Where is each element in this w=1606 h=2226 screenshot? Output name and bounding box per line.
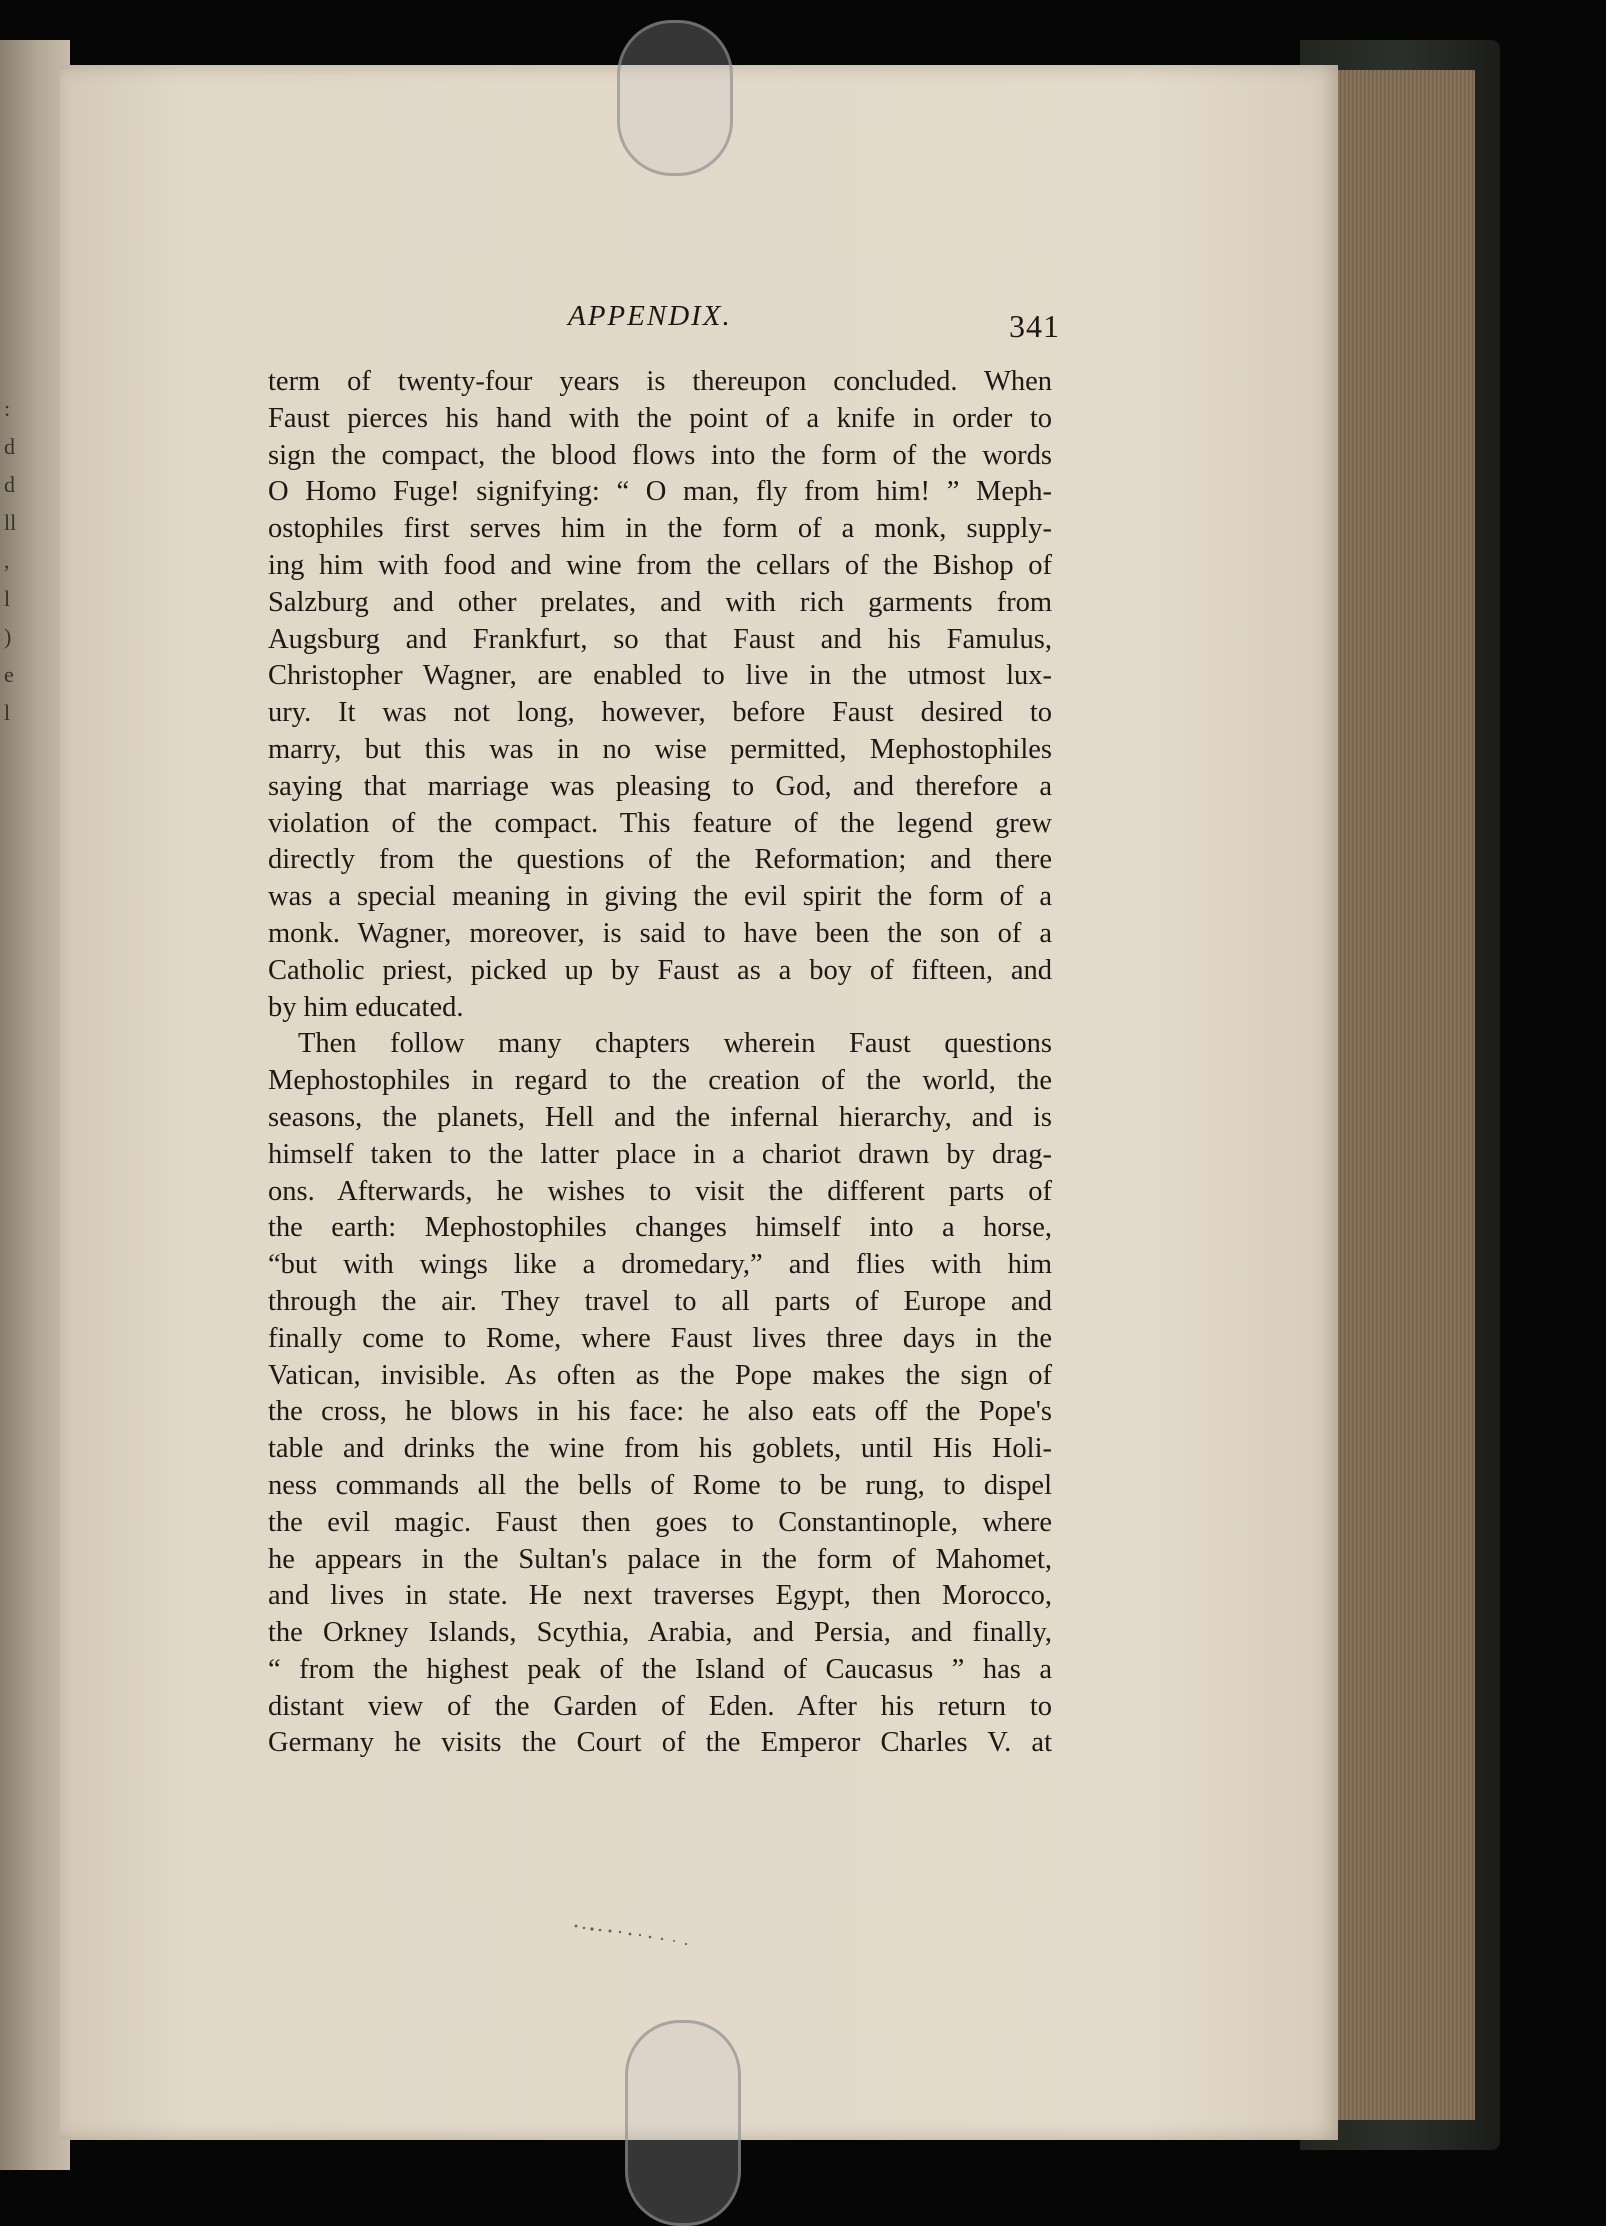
text-line: the Orkney Islands, Scythia, Arabia, and Persia, and finally, [268, 1617, 1052, 1649]
text-line: sign the compact, the blood flows into the form of the words [268, 439, 1052, 471]
text-line: he appears in the Sultan's palace in the form of Mahomet, [268, 1543, 1052, 1575]
text-line: marry, but this was in no wise permitted, Mephostophiles [268, 733, 1052, 765]
page-clip-bottom [625, 2020, 741, 2226]
page-number: 341 [1009, 308, 1060, 344]
text-line: finally come to Rome, where Faust lives three days in the [268, 1322, 1052, 1354]
text-line: Augsburg and Frankfurt, so that Faust and his Famulus, [268, 623, 1052, 655]
text-line: Then follow many chapters wherein Faust questions [298, 1028, 1052, 1060]
text-line: ons. Afterwards, he wishes to visit the different parts of [268, 1175, 1052, 1207]
ink-specks [570, 1920, 710, 1950]
page-block-edge [1325, 70, 1475, 2120]
body-text [268, 364, 1052, 1762]
text-line: Catholic priest, picked up by Faust as a boy of fifteen, and [268, 954, 1052, 986]
text-line: Salzburg and other prelates, and with rich garments from [268, 586, 1052, 618]
text-line: ury. It was not long, however, before Faust desired to [268, 697, 1052, 729]
text-line: was a special meaning in giving the evil spirit the form of a [268, 881, 1052, 913]
text-line: through the air. They travel to all parts of Europe and [268, 1285, 1052, 1317]
text-line: Christopher Wagner, are enabled to live in the utmost lux- [268, 660, 1052, 692]
running-head: APPENDIX. [568, 300, 732, 332]
text-line: Germany he visits the Court of the Emperor Charles V. at [268, 1727, 1052, 1759]
text-line: term of twenty-four years is thereupon concluded. When [268, 366, 1052, 397]
text-line: ness commands all the bells of Rome to be rung, to dispel [268, 1469, 1052, 1501]
text-line: ostophiles first serves him in the form of a monk, supply- [268, 513, 1052, 545]
text-line: “ from the highest peak of the Island of Caucasus ” has a [268, 1653, 1052, 1685]
text-line: violation of the compact. This feature of the legend grew [268, 807, 1052, 839]
text-line: and lives in state. He next traverses Egypt, then Morocco, [268, 1580, 1052, 1612]
text-line: saying that marriage was pleasing to God, and therefore a [268, 770, 1052, 802]
text-line: directly from the questions of the Reformation; and there [268, 844, 1052, 876]
text-line: ing him with food and wine from the cellars of the Bishop of [268, 549, 1052, 581]
text-line: by him educated. [268, 991, 464, 1023]
text-line: monk. Wagner, moreover, is said to have been the son of a [268, 917, 1052, 949]
text-line: the earth: Mephostophiles changes himself into a horse, [268, 1212, 1052, 1244]
page-clip-top [617, 20, 733, 176]
page-header [270, 300, 1070, 350]
gutter-text-fragments: : d d ll , l ) e l [4, 396, 17, 725]
text-line: the cross, he blows in his face: he also eats off the Pope's [268, 1396, 1052, 1428]
text-line: Mephostophiles in regard to the creation of the world, the [268, 1065, 1052, 1097]
text-line: O Homo Fuge! signifying: “ O man, fly from him! ” Meph- [268, 476, 1052, 508]
text-line: himself taken to the latter place in a chariot drawn by drag- [268, 1138, 1052, 1170]
text-line: Faust pierces his hand with the point of a knife in order to [268, 402, 1052, 434]
text-line: table and drinks the wine from his goblets, until His Holi- [268, 1433, 1052, 1465]
text-line: the evil magic. Faust then goes to Constantinople, where [268, 1506, 1052, 1538]
text-line: Vatican, invisible. As often as the Pope makes the sign of [268, 1359, 1052, 1391]
text-line: “but with wings like a dromedary,” and flies with him [268, 1249, 1052, 1281]
text-line: distant view of the Garden of Eden. After his return to [268, 1690, 1052, 1722]
text-line: seasons, the planets, Hell and the infernal hierarchy, and is [268, 1101, 1052, 1133]
